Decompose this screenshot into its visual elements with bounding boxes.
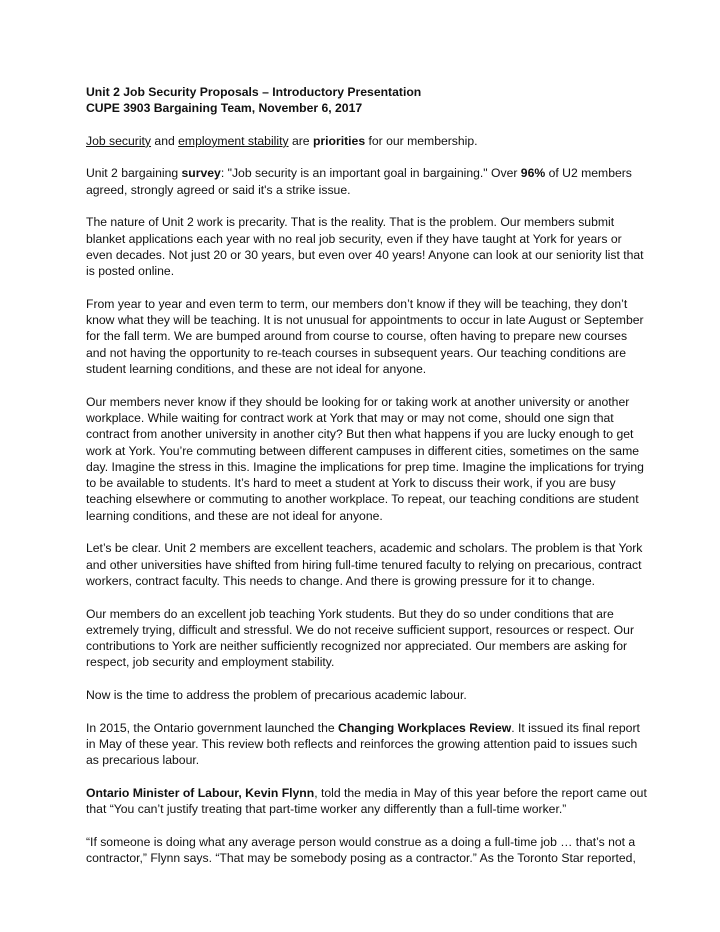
paragraph-priorities <box>86 133 648 149</box>
document-subtitle: CUPE 3903 Bargaining Team, November 6, 2017 <box>86 101 363 116</box>
document-title: Unit 2 Job Security Proposals – Introductory Presentation <box>86 85 422 99</box>
paragraph-flynn-quote: “If someone is doing what any average person would construe as a doing a full-time job … that’s not a contractor,” Flynn says. “That may be somebody posing as a contractor.” As the Toronto Star reported, <box>86 834 636 865</box>
bold-text: survey <box>181 166 221 181</box>
text-span: , told the media in May of this year before the report came out that “You can’t justify treating that part-time worker any differently than a full-time worker.” <box>86 785 647 817</box>
bold-text: Changing Workplaces Review <box>338 720 512 735</box>
text-span: and <box>151 133 179 148</box>
bold-text: 96% <box>520 166 546 181</box>
text-span: Unit 2 bargaining <box>86 166 182 181</box>
paragraph-now-is-time: Now is the time to address the problem of precarious academic labour. <box>86 687 467 702</box>
bold-text: Ontario Minister of Labour, Kevin Flynn <box>86 785 315 800</box>
job-security-text: Job security <box>86 133 152 148</box>
paragraph-workplaces-review <box>86 720 648 769</box>
text-span: . It issued its final report in May of these year. This review both reflects and reinforces the growing attention paid to issues such as precarious labour. <box>86 720 640 768</box>
paragraph-excellent-job: Our members do an excellent job teaching York students. But they do so under conditions that are extremely trying, difficult and stressful. We do not receive sufficient support, resources or respect. Our contributions to York are neither sufficiently recognized nor appreciated. Our members are asking for respect, job security and employment stability. <box>86 606 635 670</box>
text-span: are <box>288 133 313 148</box>
text-span: of U2 members agreed, strongly agreed or said it's a strike issue. <box>86 166 632 197</box>
text-span: In 2015, the Ontario government launched the <box>86 720 339 735</box>
paragraph-other-workplaces: Our members never know if they should be looking for or taking work at another university or another workplace. While waiting for contract work at York that may or may not come, should one sign that contract from another university in another city? But then what happens if you are lucky enough to get work at York. You’re commuting between different campuses in different cities, sometimes on the same day. Imagine the stress in this. Imagine the implications for prep time. Imagine the implications for trying to be available to students. It’s hard to meet a student at York to discuss their work, if you are busy teaching elsewhere or commuting to another workplace. To repeat, our teaching conditions are student learning conditions, and these are not ideal for anyone. <box>86 394 644 523</box>
paragraph-minister-quote <box>86 785 648 818</box>
employment-stability-text: employment stability <box>178 133 289 148</box>
text-span: for our membership. <box>365 133 478 148</box>
paragraph-precarity: The nature of Unit 2 work is precarity. That is the reality. That is the problem. Our members submit blanket applications each year with no real job security, even if they have taught at York for years or even decades. Not just 20 or 30 years, but even over 40 years! Anyone can look at our seniority list that is posted online. <box>86 215 644 279</box>
spacer <box>86 117 648 133</box>
paragraph-teaching-uncertainty: From year to year and even term to term, our members don’t know if they will be teaching, they don’t know what they will be teaching. It is not unusual for appointments to occur in late August or September for the fall term. We are bumped around from course to course, often having to prepare new courses and not having the opportunity to re-teach courses in subsequent years. Our teaching conditions are student learning conditions, and these are not ideal for anyone. <box>86 296 644 377</box>
bold-text: priorities <box>312 133 366 148</box>
paragraph-be-clear: Let’s be clear. Unit 2 members are excellent teachers, academic and scholars. The problem is that York and other universities have shifted from hiring full-time tenured faculty to relying on precarious, contract workers, contract faculty. This needs to change. And there is growing pressure for it to change. <box>86 541 643 588</box>
text-span: : "Job security is an important goal in bargaining." Over <box>220 166 521 181</box>
paragraph-survey <box>86 165 648 198</box>
